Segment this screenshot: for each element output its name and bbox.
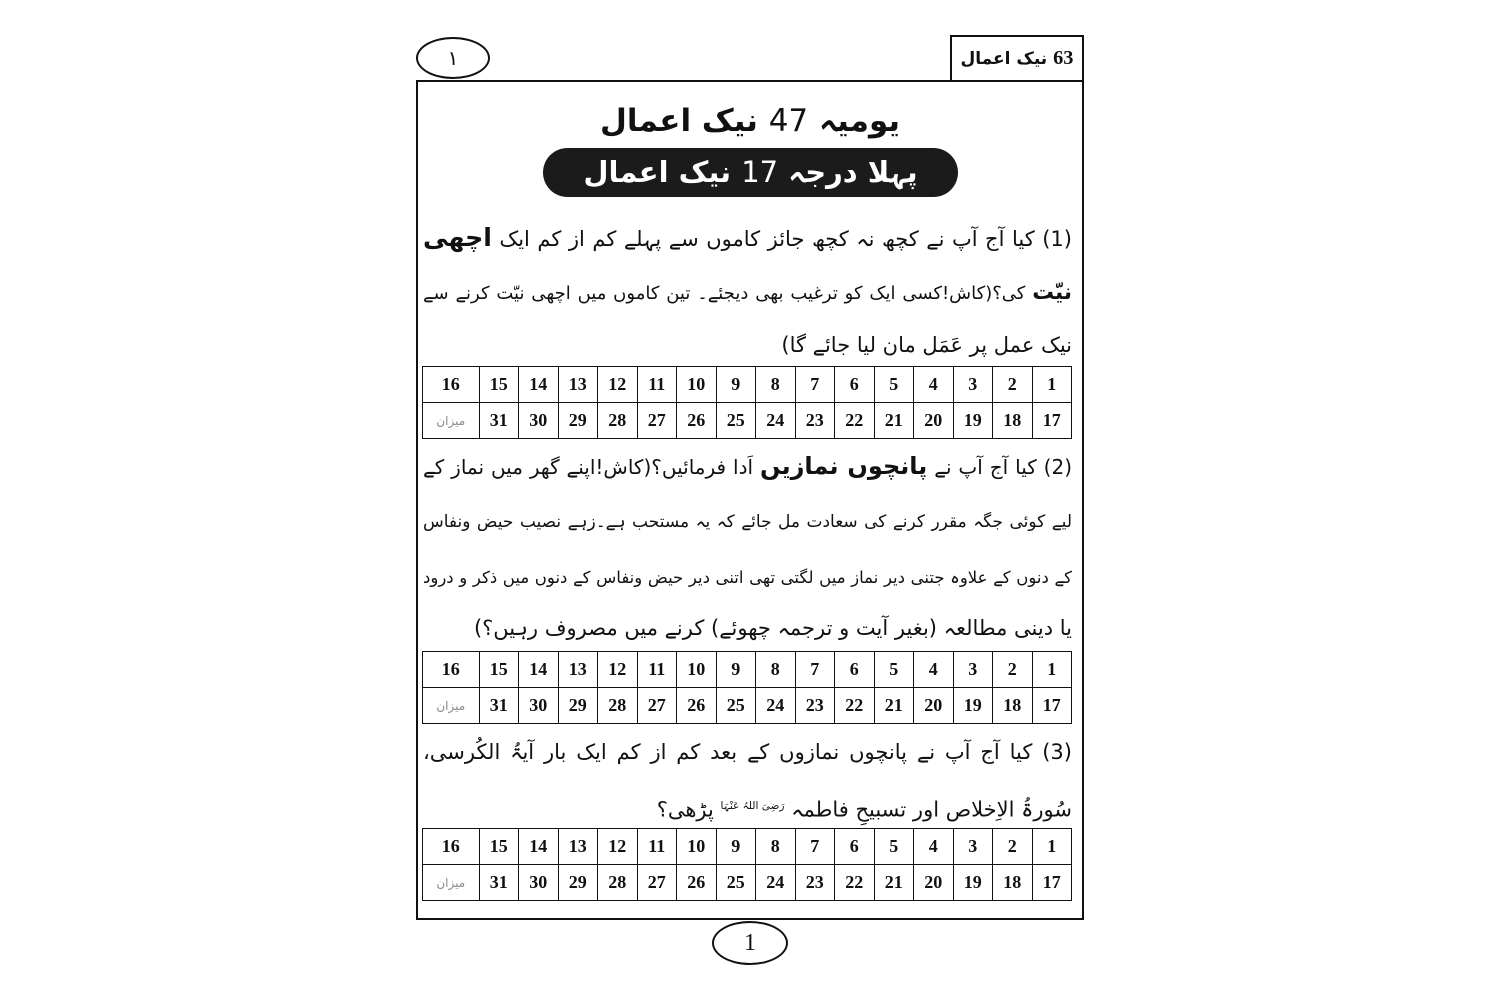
- tracker-day-cell: 3: [953, 367, 993, 403]
- tracker-day-cell: 2: [993, 829, 1033, 865]
- tracker-day-cell: 14: [519, 367, 559, 403]
- tracker-day-cell: 27: [637, 688, 677, 724]
- tracker-day-cell: 30: [519, 688, 559, 724]
- tracker-table-question-2: [423, 651, 1072, 721]
- tracker-day-cell: 15: [479, 367, 519, 403]
- tracker-day-cell: 5: [874, 829, 914, 865]
- page-title-prefix: یومیہ: [818, 103, 901, 139]
- tracker-day-cell: 2: [993, 652, 1033, 688]
- tracker-day-cell: 13: [558, 652, 598, 688]
- tracker-day-cell: 11: [637, 652, 677, 688]
- tracker-row-first-half: [423, 829, 1072, 865]
- tracker-grid: [422, 651, 1072, 724]
- tracker-table-question-1: [423, 366, 1072, 436]
- tracker-day-cell: 23: [795, 865, 835, 901]
- page-title-text: [600, 103, 900, 139]
- tracker-day-cell: 14: [519, 652, 559, 688]
- tracker-day-cell: 8: [756, 652, 796, 688]
- question-2-line-1-after: اَدا فرمائیں؟(کاش!اپنے گھر میں نماز کے: [423, 455, 754, 479]
- tracker-day-cell: 26: [677, 688, 717, 724]
- tracker-day-cell: 17: [1032, 688, 1072, 724]
- page-title-suffix: نیک اعمال: [599, 103, 758, 139]
- question-3-line-1: (3) کیا آج آپ نے پانچوں نمازوں کے بعد کم از کم ایک بار آیۃُ الکُرسی،: [423, 740, 1072, 764]
- tracker-day-cell: 13: [558, 829, 598, 865]
- tracker-day-cell: 6: [835, 652, 875, 688]
- question-2-line-1-before: (2) کیا آج آپ نے: [934, 455, 1073, 479]
- tracker-day-cell: 21: [874, 403, 914, 439]
- tracker-day-cell: 29: [558, 403, 598, 439]
- tracker-day-cell: 3: [953, 829, 993, 865]
- tracker-day-cell: 26: [677, 865, 717, 901]
- tracker-day-cell: 12: [598, 652, 638, 688]
- section-heading-number: 17: [741, 155, 779, 189]
- question-1-line-1-text: (1) کیا آج آپ نے کچھ نہ کچھ جائز کاموں سے پہلے کم از کم ایک: [499, 227, 1072, 251]
- tracker-day-cell: 7: [795, 652, 835, 688]
- tracker-row-second-half: [423, 403, 1072, 439]
- tracker-day-cell: 29: [558, 688, 598, 724]
- tracker-day-cell: 22: [835, 865, 875, 901]
- tracker-row-first-half: [423, 367, 1072, 403]
- page-title: [416, 98, 1084, 144]
- question-1-line-3: نیک عمل پر عَمَل مان لیا جائے گا): [781, 333, 1072, 357]
- tracker-day-cell: 31: [479, 403, 519, 439]
- tracker-day-cell: 15: [479, 652, 519, 688]
- book-count: 63: [1053, 47, 1074, 69]
- tracker-day-cell: 4: [914, 367, 954, 403]
- tracker-day-cell: 28: [598, 403, 638, 439]
- tracker-day-cell: 9: [716, 652, 756, 688]
- tracker-day-cell: 22: [835, 688, 875, 724]
- tracker-table-question-3: [423, 828, 1072, 898]
- tracker-day-cell: 30: [519, 403, 559, 439]
- tracker-day-cell: 7: [795, 829, 835, 865]
- section-heading-text: [583, 155, 917, 189]
- tracker-grid: [422, 828, 1072, 901]
- tracker-day-cell: 3: [953, 652, 993, 688]
- tracker-day-cell: 6: [835, 829, 875, 865]
- tracker-day-cell: 24: [756, 865, 796, 901]
- question-2-line-1: [423, 446, 1072, 487]
- tracker-day-cell: 9: [716, 829, 756, 865]
- tracker-row-second-half: [423, 688, 1072, 724]
- question-1-emphasis-good: اچھی: [423, 223, 492, 252]
- tracker-day-cell: 11: [637, 829, 677, 865]
- tracker-day-cell: 20: [914, 403, 954, 439]
- tracker-day-cell: 19: [953, 688, 993, 724]
- tracker-day-cell: 4: [914, 829, 954, 865]
- tracker-day-cell: 5: [874, 652, 914, 688]
- tracker-day-cell: 31: [479, 688, 519, 724]
- tracker-day-cell: 10: [677, 652, 717, 688]
- tracker-day-cell: 27: [637, 865, 677, 901]
- tracker-day-cell: 25: [716, 865, 756, 901]
- tracker-day-cell: 11: [637, 367, 677, 403]
- tracker-day-cell: 26: [677, 403, 717, 439]
- tracker-day-cell: 27: [637, 403, 677, 439]
- tracker-day-cell: 10: [677, 367, 717, 403]
- tracker-day-cell: 10: [677, 829, 717, 865]
- tracker-day-cell: 2: [993, 367, 1033, 403]
- tracker-day-cell: 12: [598, 829, 638, 865]
- tracker-day-cell: 19: [953, 865, 993, 901]
- question-2-line-2: لیے کوئی جگہ مقرر کرنے کی سعادت مل جائے کہ یہ مستحب ہے۔زہے نصیب حیض ونفاس: [423, 512, 1072, 532]
- tracker-day-cell: 23: [795, 688, 835, 724]
- section-heading-pill: [543, 148, 958, 197]
- section-heading-suffix: نیک اعمال: [583, 155, 732, 189]
- book-title-text: نیک اعمال: [960, 49, 1048, 69]
- tracker-total-cell: میزان: [423, 865, 480, 901]
- tracker-day-cell: 1: [1032, 829, 1072, 865]
- tracker-day-cell: 29: [558, 865, 598, 901]
- tracker-row-first-half: [423, 652, 1072, 688]
- tracker-day-cell: 30: [519, 865, 559, 901]
- tracker-day-cell: 18: [993, 688, 1033, 724]
- tracker-day-cell: 1: [1032, 367, 1072, 403]
- tracker-day-cell: 21: [874, 688, 914, 724]
- tracker-day-cell: 5: [874, 367, 914, 403]
- question-1-line-1: [423, 218, 1072, 259]
- tracker-day-cell: 8: [756, 829, 796, 865]
- question-3-line-2-before: سُورۃُ الاِخلاص اور تسبیحِ فاطمہ: [791, 797, 1072, 822]
- page-number-top-oval: [416, 37, 490, 79]
- page-number-footer-oval: [712, 921, 788, 965]
- tracker-day-cell: 25: [716, 403, 756, 439]
- tracker-day-cell: 28: [598, 865, 638, 901]
- question-3-honorific: رَضِیَ اللہُ عَنْہَا: [720, 800, 785, 812]
- tracker-day-cell: 28: [598, 688, 638, 724]
- question-3-line-2-after: پڑھی؟: [656, 797, 714, 822]
- tracker-day-cell: 4: [914, 652, 954, 688]
- question-2-line-4: یا دینی مطالعہ (بغیر آیت و ترجمہ چھوئے) کرنے میں مصروف رہیں؟): [473, 616, 1072, 640]
- tracker-day-cell: 19: [953, 403, 993, 439]
- tracker-day-cell: 14: [519, 829, 559, 865]
- tracker-day-cell: 24: [756, 688, 796, 724]
- tracker-day-cell: 18: [993, 403, 1033, 439]
- question-3-line-2: [423, 786, 1072, 829]
- tracker-day-cell: 9: [716, 367, 756, 403]
- tracker-day-cell: 18: [993, 865, 1033, 901]
- tracker-row-second-half: [423, 865, 1072, 901]
- tracker-day-cell: 6: [835, 367, 875, 403]
- tracker-day-cell: 24: [756, 403, 796, 439]
- tracker-day-cell: 7: [795, 367, 835, 403]
- tracker-day-cell: 23: [795, 403, 835, 439]
- section-heading-prefix: پہلا درجہ: [788, 155, 918, 189]
- tracker-day-cell: 25: [716, 688, 756, 724]
- book-title: [961, 49, 1074, 69]
- tracker-day-cell: 31: [479, 865, 519, 901]
- question-1-emphasis-intention: نیّت: [1032, 280, 1072, 305]
- tracker-day-cell: 20: [914, 865, 954, 901]
- tracker-day-cell: 12: [598, 367, 638, 403]
- tracker-day-cell: 15: [479, 829, 519, 865]
- question-2-line-3: کے دنوں کے علاوہ جتنی دیر نماز میں لگتی تھی اتنی دیر حیض ونفاس کے دنوں میں ذکر و درود: [423, 568, 1072, 587]
- tracker-day-cell: 8: [756, 367, 796, 403]
- tracker-day-cell: 17: [1032, 403, 1072, 439]
- tracker-day-cell: 21: [874, 865, 914, 901]
- tracker-day-cell: 17: [1032, 865, 1072, 901]
- tracker-day-cell: 13: [558, 367, 598, 403]
- page-number-footer: 1: [744, 930, 756, 956]
- question-1-line-2-text: کی؟(کاش!کسی ایک کو ترغیب بھی دیجئے۔ تین کاموں میں اچھی نیّت کرنے سے: [423, 283, 1026, 304]
- question-1-line-2: [423, 273, 1072, 314]
- tracker-day-cell: 16: [423, 652, 480, 688]
- tracker-grid: [422, 366, 1072, 439]
- tracker-day-cell: 16: [423, 829, 480, 865]
- tracker-day-cell: 22: [835, 403, 875, 439]
- tracker-day-cell: 16: [423, 367, 480, 403]
- tracker-total-cell: میزان: [423, 403, 480, 439]
- tracker-total-cell: میزان: [423, 688, 480, 724]
- question-2-emphasis-prayers: پانچوں نمازیں: [759, 452, 928, 480]
- page-title-number: 47: [768, 103, 809, 139]
- tracker-day-cell: 20: [914, 688, 954, 724]
- book-title-box: [950, 35, 1084, 81]
- tracker-day-cell: 1: [1032, 652, 1072, 688]
- page-number-top: ۱: [447, 46, 459, 70]
